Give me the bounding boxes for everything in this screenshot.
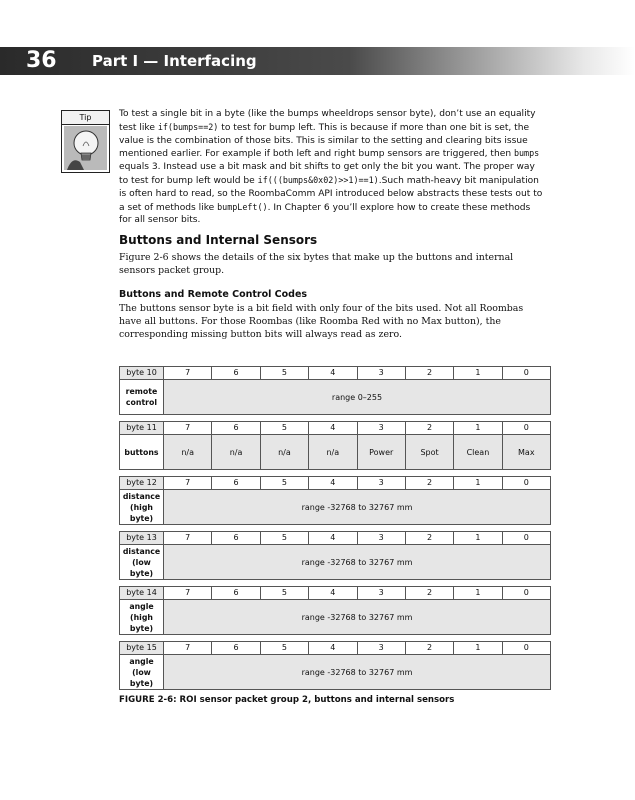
bit-number: 7: [163, 367, 211, 379]
bit-header-row: [120, 642, 550, 655]
page-number: 36: [26, 48, 57, 73]
bit-number: 6: [211, 532, 259, 544]
bit-number: 1: [453, 532, 501, 544]
bit-header-row: [120, 587, 550, 600]
bit-number: 3: [357, 642, 405, 654]
byte-label: byte 13: [120, 532, 163, 544]
bit-number: 2: [405, 532, 453, 544]
bit-header-row: [120, 422, 550, 435]
tip-box: [61, 110, 110, 173]
bit-number: 5: [260, 367, 308, 379]
bit-number: 5: [260, 642, 308, 654]
bit-number: 6: [211, 642, 259, 654]
field-label: [120, 545, 163, 579]
bit-number: 6: [211, 422, 259, 434]
bit-number: 0: [502, 422, 550, 434]
bit-value-row: [120, 545, 550, 579]
bit-number: 1: [453, 422, 501, 434]
bit-number: 1: [453, 367, 501, 379]
lightbulb-icon: [64, 126, 107, 170]
bit-number: 3: [357, 587, 405, 599]
inline-code: bumpLeft(): [217, 201, 268, 212]
bit-value-row: [120, 490, 550, 524]
bit-number: 4: [308, 642, 356, 654]
bit-number: 6: [211, 477, 259, 489]
field-label-line: remote: [125, 387, 158, 396]
field-label-line: control: [125, 398, 158, 407]
part-title: Part I — Interfacing: [92, 52, 257, 70]
byte-table: [119, 531, 551, 580]
bit-value-row: [120, 435, 550, 469]
inline-code: if(((bumps&0x02)>>1)==1): [257, 174, 379, 185]
byte-label: byte 14: [120, 587, 163, 599]
field-label-line: (high byte): [129, 612, 154, 633]
bit-header-row: [120, 477, 550, 490]
byte-label: byte 15: [120, 642, 163, 654]
bit-number: 6: [211, 367, 259, 379]
bit-number: 4: [308, 367, 356, 379]
subsection-heading: Buttons and Remote Control Codes: [119, 289, 308, 300]
body-paragraph: Figure 2-6 shows the details of the six bytes that make up the buttons and internal sensors packet group.: [119, 252, 514, 276]
bit-number: 3: [357, 422, 405, 434]
byte-table: [119, 641, 551, 690]
button-bit-cell: Clean: [453, 435, 501, 469]
bit-number: 0: [502, 367, 550, 379]
field-label-line: (low byte): [129, 557, 154, 578]
tip-text-segment: to test for bump left. This is because if more than one bit is set, the value is the combination of those bits. This is similar to the setting and clearing bits issue mentioned earlier. For example if both left and right bump sensors are triggered, then: [119, 122, 530, 160]
tip-label: Tip: [62, 111, 109, 125]
bit-number: 2: [405, 422, 453, 434]
bit-number: 6: [211, 587, 259, 599]
field-label: [120, 600, 163, 634]
button-bit-cell: Spot: [405, 435, 453, 469]
bit-number: 0: [502, 587, 550, 599]
bit-number: 4: [308, 422, 356, 434]
button-bit-cell: Power: [357, 435, 405, 469]
field-label-line: distance: [122, 546, 161, 556]
button-bit-cell: Max: [502, 435, 550, 469]
value-range: range -32768 to 32767 mm: [163, 600, 550, 634]
button-bit-cell: n/a: [163, 435, 211, 469]
bit-number: 0: [502, 477, 550, 489]
tip-text: [119, 108, 543, 227]
bit-number: 7: [163, 422, 211, 434]
bit-number: 7: [163, 587, 211, 599]
value-range: range 0–255: [163, 380, 550, 414]
bit-number: 1: [453, 477, 501, 489]
tip-text-segment: equals 3. Instead use a bit mask and bit shifts to get only the bit you want. The proper way to test for bump left would be: [119, 162, 535, 186]
bit-number: 5: [260, 477, 308, 489]
field-label-line: buttons: [124, 447, 159, 457]
tip-text-segment: .Such math-heavy bit manipulation is often hard to read, so the RoombaComm API introduced below abstracts these tests out to a set of methods like: [119, 175, 543, 213]
bit-number: 5: [260, 532, 308, 544]
byte-table: [119, 476, 551, 525]
figure-caption: FIGURE 2-6: ROI sensor packet group 2, buttons and internal sensors: [119, 695, 455, 705]
bit-header-row: [120, 367, 550, 380]
field-label: [120, 655, 163, 689]
field-label-line: distance: [122, 491, 161, 501]
bit-number: 5: [260, 587, 308, 599]
field-label: [120, 380, 163, 414]
inline-code: if(bumps==2): [157, 121, 219, 132]
body-paragraph: The buttons sensor byte is a bit field with only four of the bits used. Not all Roombas have all buttons. For those Roombas (like Roomba Red with no Max button), the corresponding missing button bits will always read as zero.: [119, 303, 524, 340]
byte-table: [119, 586, 551, 635]
inline-code: bumps: [513, 148, 540, 159]
bit-number: 0: [502, 532, 550, 544]
field-label-line: angle: [129, 601, 154, 611]
value-range: range -32768 to 32767 mm: [163, 545, 550, 579]
byte-label: byte 11: [120, 422, 163, 434]
byte-table: [119, 421, 551, 470]
bit-number: 3: [357, 367, 405, 379]
bit-number: 1: [453, 642, 501, 654]
field-label-line: angle: [129, 656, 154, 666]
bit-number: 3: [357, 477, 405, 489]
button-bit-cell: n/a: [260, 435, 308, 469]
button-bit-cell: n/a: [308, 435, 356, 469]
bit-number: 4: [308, 587, 356, 599]
bit-number: 7: [163, 477, 211, 489]
tip-text-segment: . In Chapter 6 you’ll explore how to create these methods for all sensor bits.: [119, 202, 531, 226]
bit-number: 2: [405, 587, 453, 599]
bit-number: 2: [405, 367, 453, 379]
bit-number: 2: [405, 642, 453, 654]
bit-number: 7: [163, 642, 211, 654]
field-label: [120, 435, 163, 469]
bit-number: 4: [308, 477, 356, 489]
bit-value-row: [120, 655, 550, 689]
byte-label: byte 10: [120, 367, 163, 379]
bit-number: 3: [357, 532, 405, 544]
byte-label: byte 12: [120, 477, 163, 489]
value-range: range -32768 to 32767 mm: [163, 655, 550, 689]
bit-number: 0: [502, 642, 550, 654]
bit-number: 5: [260, 422, 308, 434]
bit-header-row: [120, 532, 550, 545]
field-label: [120, 490, 163, 524]
field-label-line: (high byte): [129, 502, 154, 523]
bit-value-row: [120, 380, 550, 414]
section-heading: Buttons and Internal Sensors: [119, 233, 318, 247]
bit-value-row: [120, 600, 550, 634]
value-range: range -32768 to 32767 mm: [163, 490, 550, 524]
tip-text-segment: To test a single bit in a byte (like the bumps wheeldrops sensor byte), don’t use an equality test like: [119, 109, 536, 133]
bit-number: 1: [453, 587, 501, 599]
byte-table: [119, 366, 551, 415]
button-bit-cell: n/a: [211, 435, 259, 469]
bit-number: 4: [308, 532, 356, 544]
bit-number: 7: [163, 532, 211, 544]
field-label-line: (low byte): [129, 667, 154, 688]
bit-number: 2: [405, 477, 453, 489]
